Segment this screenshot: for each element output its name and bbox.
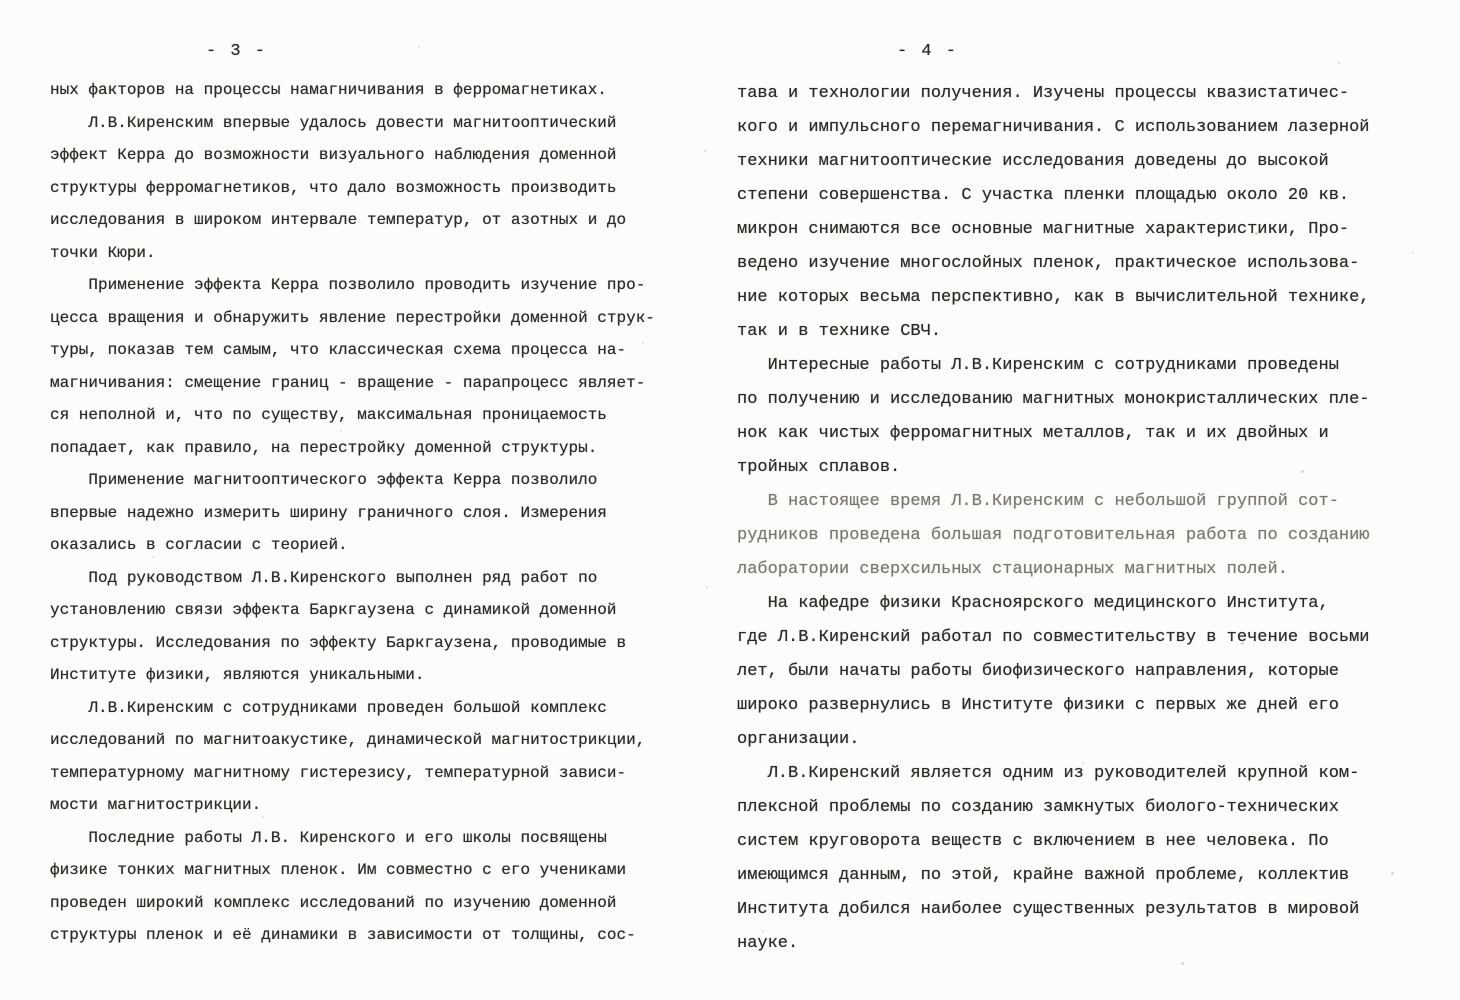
text-line: тройных сплавов. <box>737 458 901 477</box>
text-line: плексной проблемы по созданию замкнутых биолого-технических <box>737 798 1339 817</box>
text-line: Л.В.Киренский является одним из руководителей крупной ком- <box>737 764 1360 783</box>
text-line: Института добился наиболее существенных результатов в мировой <box>737 900 1360 919</box>
text-line: Л.В.Киренским с сотрудниками проведен большой комплекс <box>50 698 607 717</box>
text-line: по получению и исследованию магнитных монокристаллических пле- <box>737 390 1370 409</box>
text-line: структуры пленок и её динамики в зависимости от толщины, сос- <box>50 926 636 944</box>
text-line: магничивания: смещение границ - вращение - парапроцесс являет- <box>50 373 646 392</box>
text-line: нок как чистых ферромагнитных металлов, так и их двойных и <box>737 424 1329 443</box>
text-line: Применение магнитооптического эффекта Керра позволило <box>50 471 598 489</box>
text-line: тава и технологии получения. Изучены процессы квазистатичес- <box>737 84 1350 103</box>
text-line: попадает, как правило, на перестройку доменной структуры. <box>50 438 598 457</box>
text-line: систем круговорота веществ с включением в нее человека. По <box>737 832 1329 851</box>
text-line: структуры. Исследования по эффекту Баркгаузена, проводимые в <box>50 633 627 652</box>
text-line: установлению связи эффекта Баркгаузена с динамикой доменной <box>50 601 617 619</box>
text-line: ние которых весьма перспективно, как в вычислительной технике, <box>737 288 1370 307</box>
text-line: впервые надежно измерить ширину граничного слоя. Измерения <box>50 503 607 522</box>
text-line: ных факторов на процессы намагничивания в ферромагнетиках. <box>50 81 607 99</box>
text-line: мости магнитострикции. <box>50 796 262 814</box>
text-line: кого и импульсного перемагничивания. С использованием лазерной <box>737 118 1370 137</box>
scan-speckle <box>1181 962 1184 965</box>
text-line: где Л.В.Киренский работал по совместительству в течение восьми <box>737 628 1370 647</box>
text-line: ся неполной и, что по существу, максимальная проницаемость <box>50 406 607 424</box>
scan-speckle <box>418 46 420 48</box>
text-line: науке. <box>737 934 799 953</box>
text-line: микрон снимаются все основные магнитные характеристики, Про- <box>737 220 1350 239</box>
text-line: техники магнитооптические исследования доведены до высокой <box>737 152 1329 171</box>
text-line: организации. <box>737 730 860 749</box>
scan-speckle <box>1338 62 1340 64</box>
text-line: эффект Керра до возможности визуального наблюдения доменной <box>50 146 617 164</box>
scan-speckle <box>706 586 708 588</box>
page-number-right: - 4 - <box>897 42 959 61</box>
text-line: Л.В.Киренским впервые удалось довести магнитооптический <box>50 113 617 132</box>
scan-speckle <box>704 150 706 152</box>
text-line: ведено изучение многослойных пленок, практическое использова- <box>737 254 1360 273</box>
page-4-text-block <box>737 77 1392 961</box>
text-line: оказались в согласии с теорией. <box>50 536 348 554</box>
text-line: лет, были начаты работы биофизического направления, которые <box>737 662 1339 681</box>
text-line: туры, показав тем самым, что классическая схема процесса на- <box>50 341 627 359</box>
text-line: рудников проведена большая подготовительная работа по созданию <box>737 526 1370 545</box>
text-line: структуры ферромагнетиков, что дало возможность производить <box>50 178 617 197</box>
text-line: так и в технике СВЧ. <box>737 322 942 341</box>
text-line: точки Кюри. <box>50 243 156 262</box>
text-line: В настоящее время Л.В.Киренским с небольшой группой сот- <box>737 492 1339 511</box>
text-line: Интересные работы Л.В.Киренским с сотрудниками проведены <box>737 356 1339 375</box>
text-line: температурному магнитному гистерезису, температурной зависи- <box>50 763 627 782</box>
text-line: физике тонких магнитных пленок. Им совместно с его учениками <box>50 861 627 879</box>
page-number-left: - 3 - <box>206 42 268 61</box>
text-line: Институте физики, являются уникальными. <box>50 666 425 684</box>
text-line: имеющимся данным, по этой, крайне важной проблеме, коллектив <box>737 866 1350 885</box>
text-line: Под руководством Л.В.Киренского выполнен ряд работ по <box>50 568 598 587</box>
text-line: Применение эффекта Керра позволило проводить изучение про- <box>50 276 646 294</box>
text-line: степени совершенства. С участка пленки площадью около 20 кв. <box>737 186 1350 205</box>
scan-speckle <box>1412 252 1414 254</box>
text-line: исследований по магнитоакустике, динамической магнитострикции, <box>50 731 646 749</box>
text-line: На кафедре физики Красноярского медицинского Института, <box>737 594 1329 613</box>
text-line: проведен широкий комплекс исследований по изучению доменной <box>50 893 617 912</box>
page-3-text-block <box>50 74 675 952</box>
text-line: цесса вращения и обнаружить явление перестройки доменной струк- <box>50 308 655 327</box>
text-line: лаборатории сверхсильных стационарных магнитных полей. <box>737 560 1288 579</box>
text-line: исследования в широком интервале температур, от азотных и до <box>50 211 627 229</box>
text-line: широко развернулись в Институте физики с первых же дней его <box>737 696 1339 715</box>
text-line: Последние работы Л.В. Киренского и его школы посвящены <box>50 828 607 847</box>
